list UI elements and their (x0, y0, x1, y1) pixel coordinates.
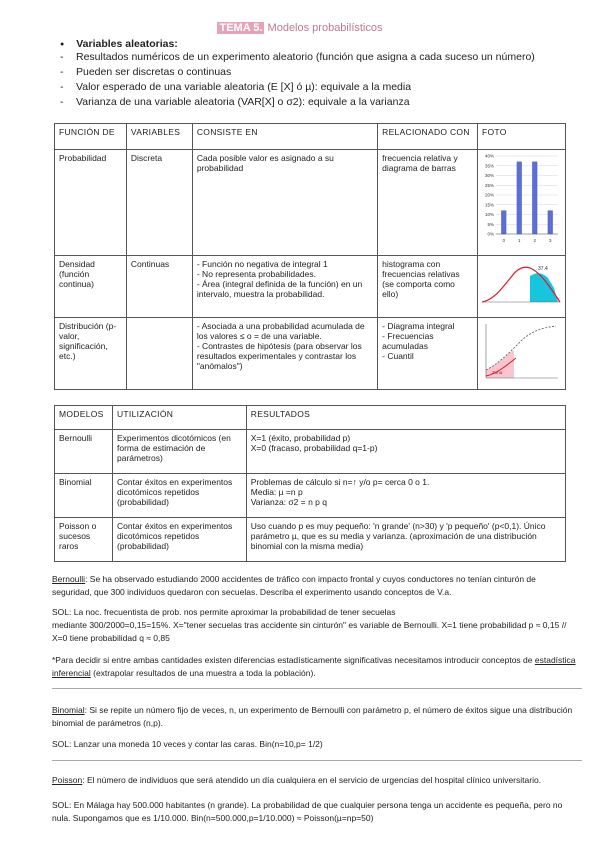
bernoulli-note (52, 654, 577, 680)
bar (548, 211, 553, 234)
intro-item: - Varianza de una variable aleatoria (VAR[X] o σ2): equivale a la varianza (60, 95, 590, 110)
cell-line: Media: µ =n p (250, 487, 303, 497)
cell-line: Varianza: σ2 = n p q (250, 497, 327, 507)
binomial-example (52, 704, 577, 730)
y-tick-label: 15% (484, 202, 494, 208)
cell-line: Uso cuando p es muy pequeño: 'n grande' (n>30) y 'p pequeño' (p<0,1). Único parámetro µ, que es su media y varianza. (aproximación de una distribución binomial con la misma media) (250, 521, 546, 551)
cell-relacionado (378, 256, 478, 318)
header-relacionado: RELACIONADO CON (378, 124, 478, 150)
models-table (54, 405, 566, 562)
dist-label: Zona (491, 370, 503, 375)
header-variables: VARIABLES (126, 124, 192, 150)
bar (501, 211, 506, 234)
x-tick-label: 1 (517, 238, 521, 243)
intro-item: - Valor esperado de una variable aleatoria (E [X] ó µ): equivale a la media (60, 80, 590, 95)
intro-heading: ● Variables aleatorias: (60, 38, 590, 50)
title-tag: TEMA 5. (219, 22, 263, 34)
cell-line: - Función no negativa de integral 1 (196, 259, 328, 269)
intro-item: - Resultados numéricos de un experimento aleatorio (función que asigna a cada suceso un número) (60, 50, 590, 65)
table-row (55, 518, 566, 562)
header-utilizacion: UTILIZACIÓN (112, 406, 246, 430)
cell-line: Cada posible valor es asignado a su probabilidad (196, 153, 334, 173)
note-underline: estadística inferencial (52, 655, 576, 678)
y-tick-label: 0% (487, 231, 494, 237)
binomial-solution: SOL: Lanzar una moneda 10 veces y contar las caras. Bin(n=10,p= 1/2) (52, 739, 323, 749)
table-row (55, 430, 566, 474)
bernoulli-solution (52, 606, 577, 645)
cell-variables: Continuas (126, 256, 192, 318)
cell-funcion: Probabilidad (55, 150, 127, 256)
bar (532, 162, 537, 234)
cell-line: - Contrastes de hipótesis (para observar los resultados experimentales y contrastar los "anómalos") (196, 341, 362, 371)
cell-modelo: Poisson o sucesos raros (55, 518, 113, 562)
x-tick-label: 2 (533, 238, 536, 243)
y-tick-label: 20% (484, 192, 494, 198)
title-text: Modelos probabilísticos (264, 22, 383, 34)
cell-line: histograma con frecuencias relativas (se comporta como ello) (382, 259, 460, 299)
header-consiste: CONSISTE EN (192, 124, 377, 150)
cell-line: frecuencia relativa y diagrama de barras (382, 153, 458, 173)
cell-foto (477, 318, 565, 390)
binomial-label: Binomial (52, 705, 85, 715)
header-foto: FOTO (477, 124, 565, 150)
density-area (530, 273, 558, 302)
cell-consiste (192, 256, 377, 318)
functions-table (54, 123, 566, 390)
header-resultados: RESULTADOS (246, 406, 565, 430)
cell-utilizacion: Experimentos dicotómicos (en forma de estimación de parámetros) (112, 430, 246, 474)
cell-resultados (246, 474, 565, 518)
cell-line: - Diagrama integral (382, 321, 455, 331)
y-tick-label: 10% (484, 212, 494, 217)
cell-foto (477, 150, 565, 256)
bar (517, 162, 522, 234)
bernoulli-sol-line: SOL: La noc. frecuentista de prob. nos permite aproximar la probabilidad de tener secuelas (52, 607, 396, 617)
cell-line: X=0 (fracaso, probabilidad q=1-p) (250, 443, 378, 453)
y-tick-label: 5% (487, 221, 494, 227)
density-label: 37.4 (537, 266, 548, 272)
table-row (55, 474, 566, 518)
dist-curve (486, 326, 556, 370)
y-tick-label: 40% (484, 153, 494, 159)
cell-relacionado (378, 318, 478, 390)
bar-chart (480, 152, 562, 250)
cell-funcion: Densidad (función continua) (55, 256, 127, 318)
page-title (0, 22, 600, 34)
cell-consiste (192, 150, 377, 256)
cell-utilizacion: Contar éxitos en experimentos dicotómicos repetidos (probabilidad) (112, 518, 246, 562)
cell-resultados (246, 518, 565, 562)
cell-variables: Discreta (126, 150, 192, 256)
cell-line: - Asociada a una probabilidad acumulada de los valores ≤ o = de una variable. (196, 321, 365, 341)
poisson-example (52, 774, 577, 787)
header-funcion: FUNCIÓN DE (55, 124, 127, 150)
cell-consiste (192, 318, 377, 390)
cell-modelo: Bernoulli (55, 430, 113, 474)
table-row (55, 318, 566, 390)
cell-line: - Cuantil (382, 351, 414, 361)
bernoulli-text: : Se ha observado estudiando 2000 accidentes de tráfico con impacto frontal y cuyos conductores no tenían cinturón de seguridad, que 300 individuos quedaron con secuelas. Describa el experimento usando conceptos de V.a. (52, 574, 536, 597)
divider (52, 688, 582, 689)
poisson-solution: SOL: En Málaga hay 500.000 habitantes (n grande). La probabilidad de que cualquier persona tenga un accidente es pequeña, pero no nula. Supongamos que es 1/10.000. Bin(n=500.000,p=1/10.000) ≈ Poisson(µ=np=50) (52, 800, 563, 823)
y-tick-label: 25% (484, 182, 494, 188)
table-row (55, 150, 566, 256)
cell-line: X=1 (éxito, probabilidad p) (250, 433, 351, 443)
cell-line: - No representa probabilidades. (196, 269, 316, 279)
header-modelos: MODELOS (55, 406, 113, 430)
intro-item: - Pueden ser discretas o continuas (60, 65, 590, 80)
cell-variables (126, 318, 192, 390)
cell-relacionado (378, 150, 478, 256)
y-tick-label: 35% (484, 163, 494, 169)
cell-modelo: Binomial (55, 474, 113, 518)
distribution-chart (480, 320, 562, 384)
poisson-text: : El número de individuos que será atendido un día cualquiera en el servicio de urgencias del hospital clínico universitario. (82, 775, 542, 785)
table-row (55, 256, 566, 318)
bernoulli-example (52, 573, 577, 599)
note-post: (extrapolar resultados de una muestra a toda la población). (90, 668, 316, 678)
note-pre: *Para decidir si entre ambas cantidades existen diferencias estadísticamente significativas necesitamos introducir conceptos de (52, 655, 535, 665)
cell-line: - Frecuencias acumuladas (382, 331, 434, 351)
intro-list (60, 38, 590, 110)
cell-resultados (246, 430, 565, 474)
binomial-text: : Si se repite un número fijo de veces, n, un experimento de Bernoulli con parámetro p, el número de éxitos sigue una distribución binomial de parámetros (n,p). (52, 705, 573, 728)
y-tick-label: 30% (484, 173, 494, 178)
cell-utilizacion: Contar éxitos en experimentos dicotómicos repetidos (probabilidad) (112, 474, 246, 518)
cell-foto (477, 256, 565, 318)
x-tick-label: 3 (548, 238, 552, 243)
cell-line: Problemas de cálculo si n=↑ y/o p= cerca 0 o 1. (250, 477, 430, 487)
bernoulli-label: Bernoulli (52, 574, 86, 584)
density-chart (480, 258, 562, 312)
x-tick-label: 0 (502, 238, 505, 243)
cell-line: - Área (integral definida de la función) en un intervalo, muestra la probabilidad. (196, 279, 363, 299)
divider (52, 760, 582, 761)
bernoulli-sol-line: mediante 300/2000=0,15=15%. X="tener secuelas tras accidente sin cinturón" es variable de Bernoulli. X=1 tiene probabilidad p ≈ 0,15 // X=0 tiene probabilidad q ≈ 0,85 (52, 620, 567, 643)
poisson-label: Poisson (52, 775, 83, 785)
cell-funcion: Distribución (p-valor, significación, etc.) (55, 318, 127, 390)
